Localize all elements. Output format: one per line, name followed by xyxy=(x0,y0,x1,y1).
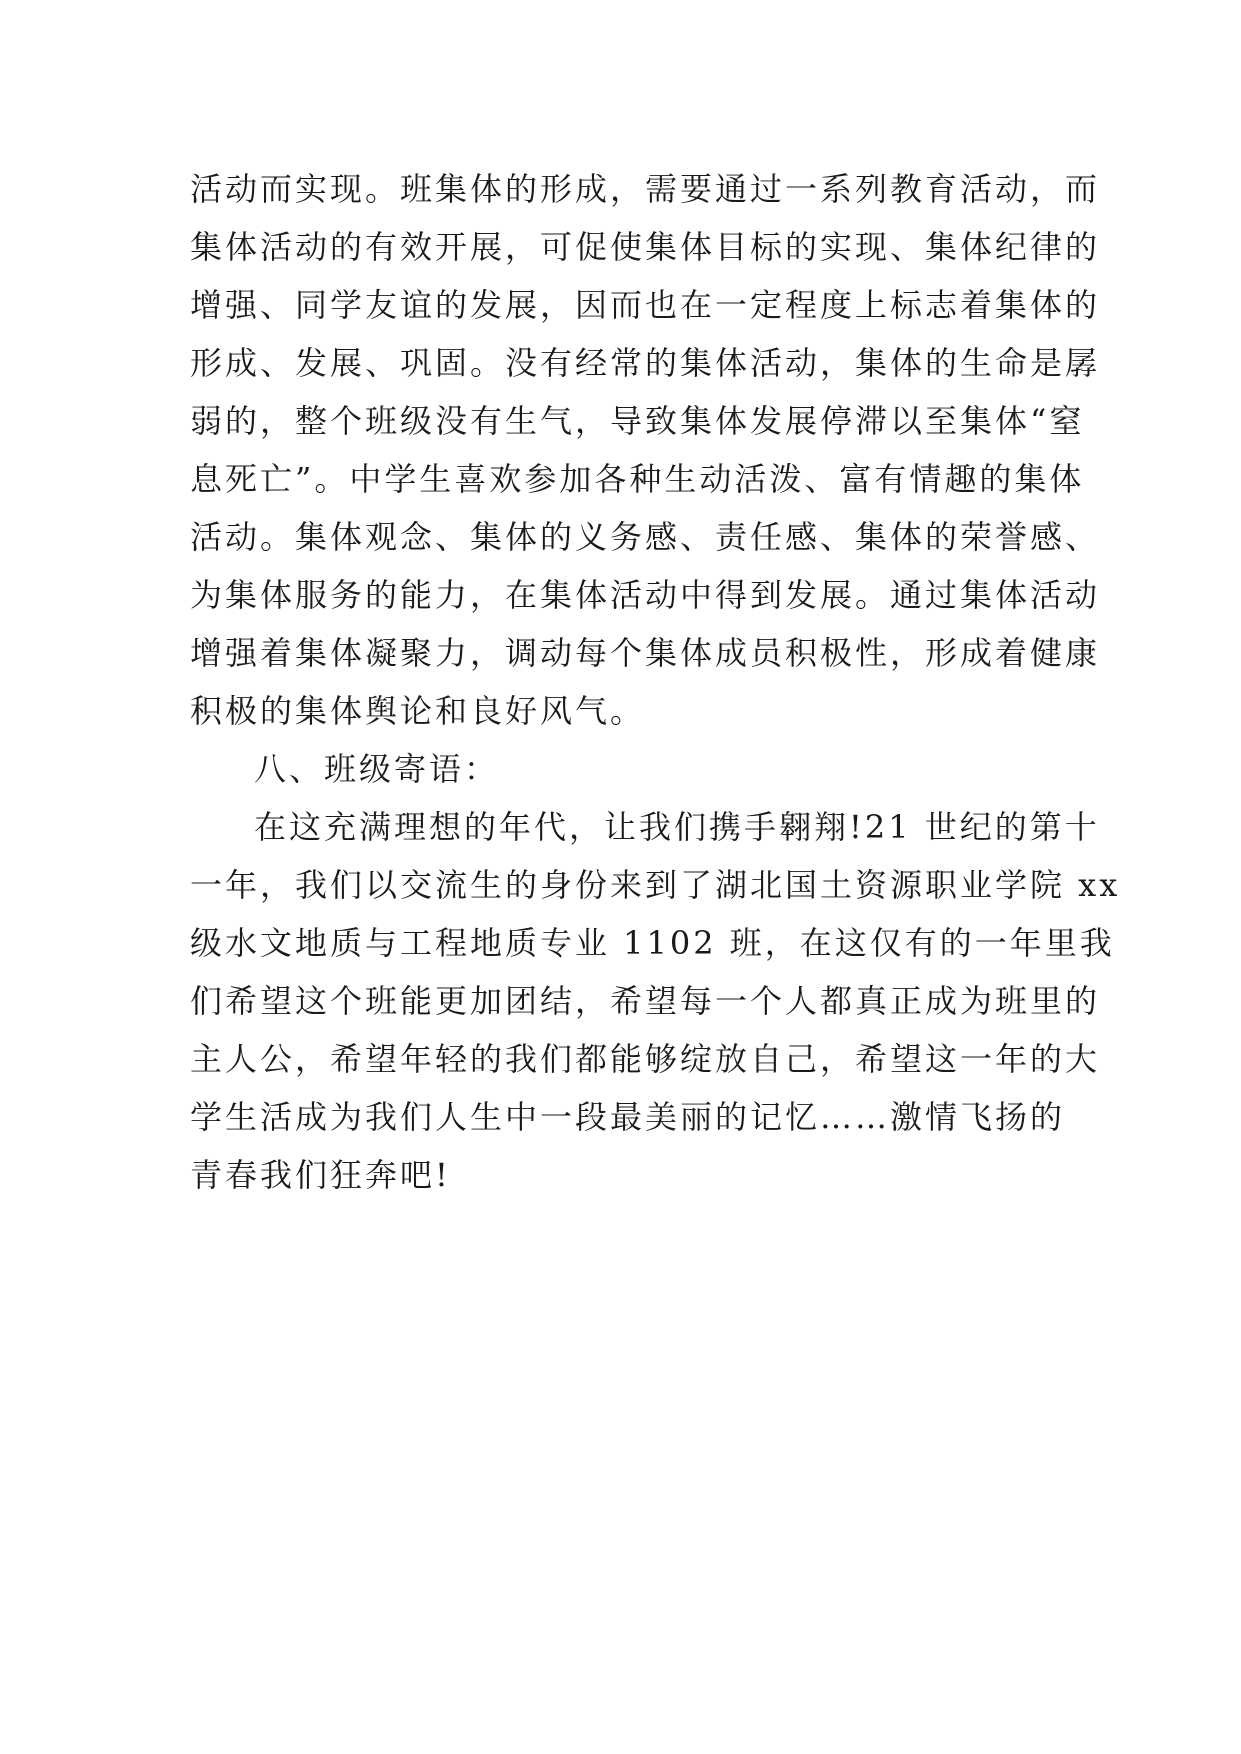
text-line: 级水文地质与工程地质专业 1102 班，在这仅有的一年里我 xyxy=(190,924,1115,962)
text-line: 形成、发展、巩固。没有经常的集体活动，集体的生命是孱 xyxy=(190,344,1101,382)
text-line: 活动。集体观念、集体的义务感、责任感、集体的荣誉感、 xyxy=(190,518,1101,556)
text-line: 集体活动的有效开展，可促使集体目标的实现、集体纪律的 xyxy=(190,228,1101,266)
text-line: 弱的，整个班级没有生气，导致集体发展停滞以至集体“窒 xyxy=(190,402,1085,440)
body-text xyxy=(190,160,1121,1204)
text-line: 青春我们狂奔吧! xyxy=(190,1156,451,1194)
text-line: 在这充满理想的年代，让我们携手翱翔!21 世纪的第十 xyxy=(254,808,1100,846)
text-line: 息死亡”。中学生喜欢参加各种生动活泼、富有情趣的集体 xyxy=(190,460,1085,498)
text-line: 为集体服务的能力，在集体活动中得到发展。通过集体活动 xyxy=(190,576,1101,614)
text-line: 增强着集体凝聚力，调动每个集体成员积极性，形成着健康 xyxy=(190,634,1101,672)
text-line: 一年，我们以交流生的身份来到了湖北国土资源职业学院 xx xyxy=(190,866,1121,904)
text-line: 主人公，希望年轻的我们都能够绽放自己，希望这一年的大 xyxy=(190,1040,1101,1078)
text-line: 积极的集体舆论和良好风气。 xyxy=(190,692,646,730)
text-line: 增强、同学友谊的发展，因而也在一定程度上标志着集体的 xyxy=(190,286,1101,324)
section-heading: 八、班级寄语： xyxy=(254,750,500,788)
text-line: 活动而实现。班集体的形成，需要通过一系列教育活动，而 xyxy=(190,170,1101,208)
text-line: 学生活成为我们人生中一段最美丽的记忆……激情飞扬的 xyxy=(190,1098,1066,1136)
text-line: 们希望这个班能更加团结，希望每一个人都真正成为班里的 xyxy=(190,982,1101,1020)
